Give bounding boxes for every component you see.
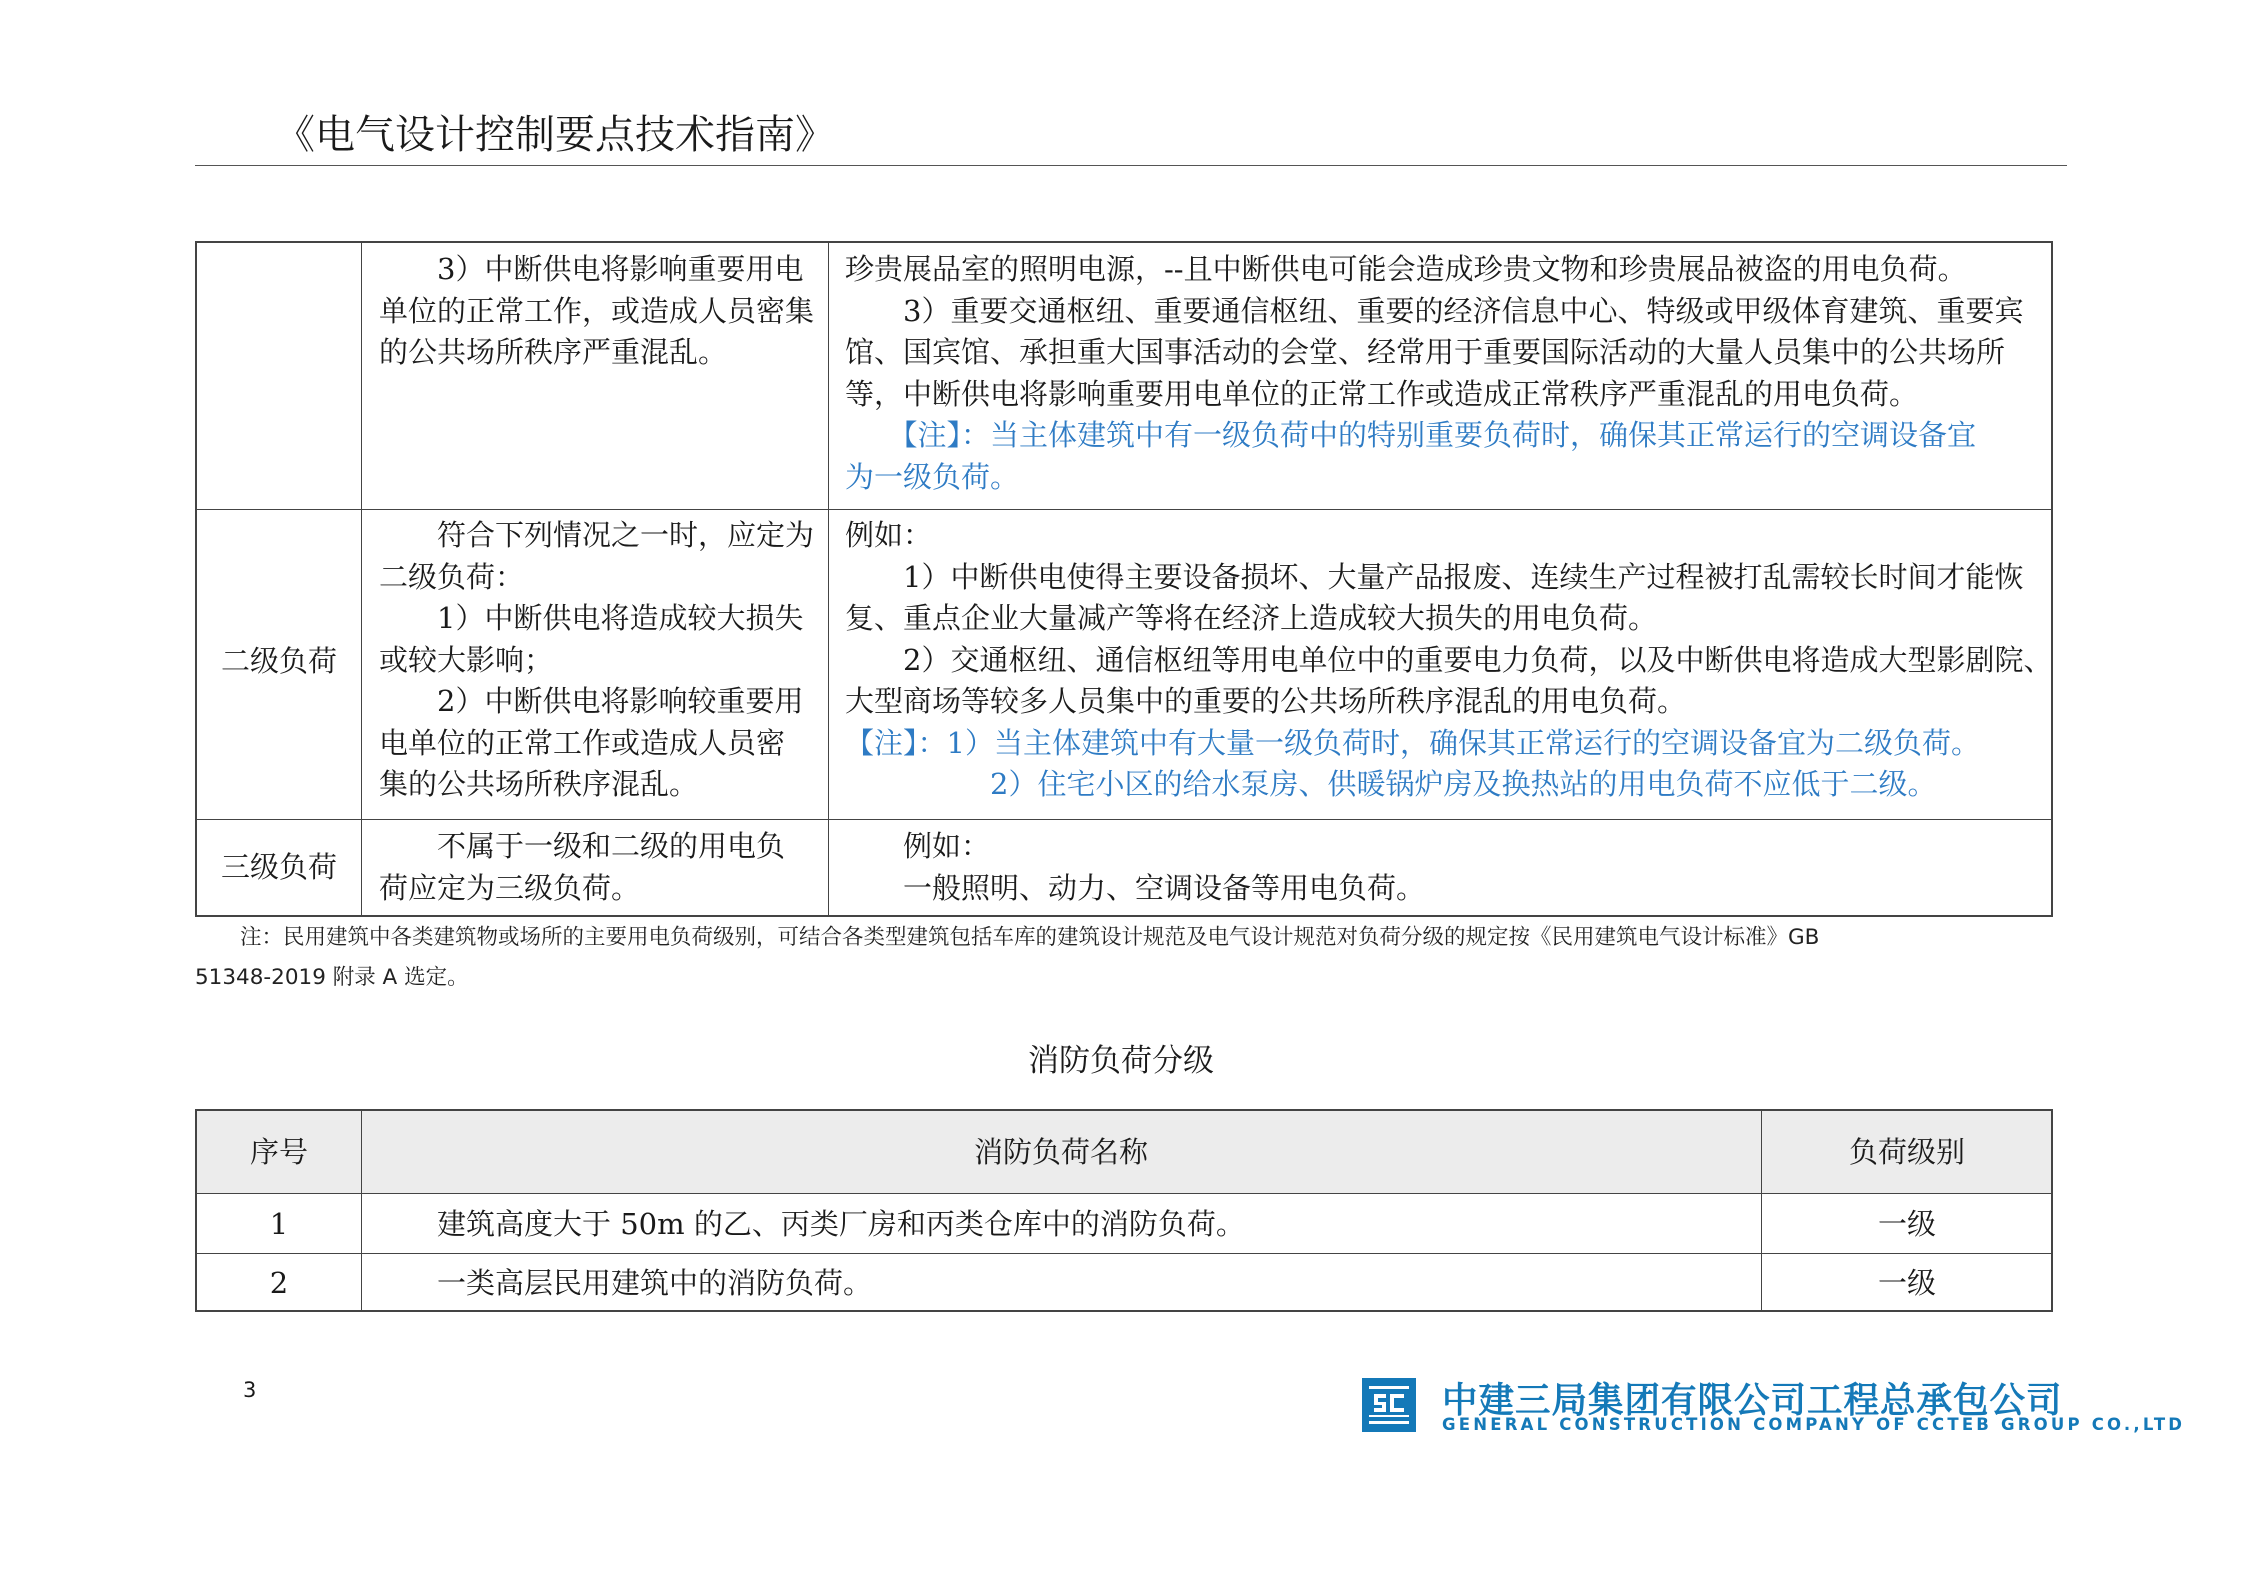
company-name-cn: 中建三局集团有限公司工程总承包公司	[1442, 1380, 2063, 1421]
table-row-2-no: 2	[269, 1266, 289, 1300]
row2-condition: 符合下列情况之一时，应定为 二级负荷： 1）中断供电将造成较大损失 或较大影响； 2）中断供电将影响较重要用 电单位的正常工作或造成人员密 集的公共场所秩序混乱。	[379, 518, 815, 801]
load-classification-table	[195, 241, 2053, 917]
company-name-en: GENERAL CONSTRUCTION COMPANY OF CCTEB GROUP CO.,LTD	[1442, 1415, 2186, 1434]
footnote-line-1: 注：民用建筑中各类建筑物或场所的主要用电负荷级别，可结合各类型建筑包括车库的建筑设计规范及电气设计规范对负荷分级的规定按《民用建筑电气设计标准》GB	[240, 925, 1820, 950]
header-name: 消防负荷名称	[973, 1135, 1148, 1169]
document-title: 《电气设计控制要点技术指南》	[275, 112, 835, 158]
fire-load-section-title: 消防负荷分级	[1028, 1043, 1214, 1079]
row2-examples: 例如： 1）中断供电使得主要设备损坏、大量产品报废、连续生产过程被打乱需较长时间才能恢 复、重点企业大量减产等将在经济上造成较大损失的用电负荷。 2）交通枢纽、通信枢纽等用电单位中的重要电力负荷，以及中断供电将造成大型影剧院、 大型商场等较多人员集中的重要的公共场所秩序混乱的用电负荷。 【注】：1）当主体建筑中有大量一级负荷时，确保其正常运行的空调设备宜为二级负荷。 2）住宅小区的给水泵房、供暖锅炉房及换热站的用电负荷不应低于二级。	[845, 518, 2053, 801]
level-label-secondary: 二级负荷	[220, 644, 337, 678]
table-row-1-name: 建筑高度大于 50m 的乙、丙类厂房和丙类仓库中的消防负荷。	[437, 1207, 1245, 1241]
level-label-tertiary: 三级负荷	[220, 850, 337, 884]
row1-condition: 3）中断供电将影响重要用电 单位的正常工作，或造成人员密集 的公共场所秩序严重混乱。	[379, 252, 815, 369]
header-divider	[195, 165, 2067, 166]
table-row-1-level: 一级	[1877, 1207, 1936, 1241]
page-number: 3	[243, 1378, 257, 1402]
table-row-2-level: 一级	[1877, 1266, 1936, 1300]
row1-note: 【注】：当主体建筑中有一级负荷中的特别重要负荷时，确保其正常运行的空调设备宜	[845, 418, 1977, 452]
footnote-line-2: 51348-2019 附录 A 选定。	[195, 965, 469, 990]
cscec-logo-icon	[1362, 1378, 1416, 1432]
header-level: 负荷级别	[1848, 1135, 1965, 1169]
row1-examples: 珍贵展品室的照明电源，--且中断供电可能会造成珍贵文物和珍贵展品被盗的用电负荷。 3）重要交通枢纽、重要通信枢纽、重要的经济信息中心、特级或甲级体育建筑、重要宾 馆、国宾馆、承担重大国事活动的会堂、经常用于重要国际活动的大量人员集中的公共场所 等，中断供电将影响重要用电单位的正常工作或造成正常秩序严重混乱的用电负荷。 【注】：当主体建筑中有一级负荷中的特别重要负荷时，确保其正常运行的空调设备宜 为一级负荷。	[845, 252, 2024, 494]
row3-examples: 例如： 一般照明、动力、空调设备等用电负荷。	[845, 829, 1426, 905]
row2-note: 【注】：1）当主体建筑中有大量一级负荷时，确保其正常运行的空调设备宜为二级负荷。	[845, 725, 1980, 760]
fire-load-table	[195, 1109, 2053, 1312]
header-no: 序号	[249, 1135, 308, 1169]
row3-condition: 不属于一级和二级的用电负 荷应定为三级负荷。	[379, 829, 786, 905]
table-row-1-no: 1	[269, 1207, 289, 1241]
table-row-2-name: 一类高层民用建筑中的消防负荷。	[437, 1266, 873, 1300]
